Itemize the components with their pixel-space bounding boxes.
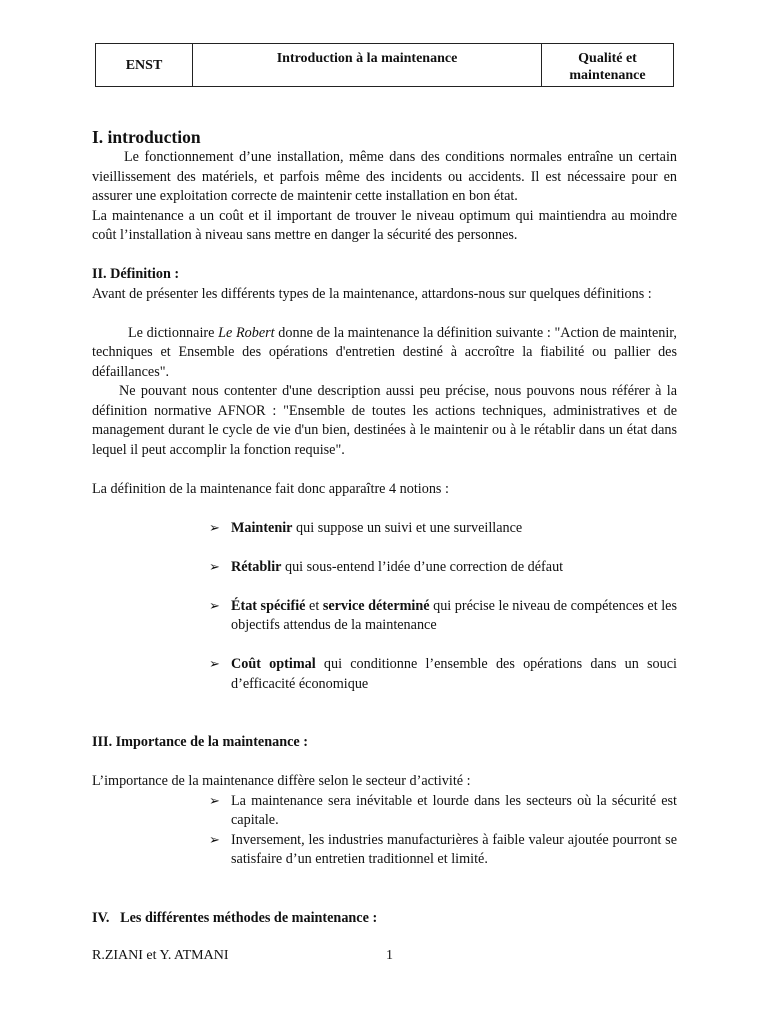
header-school	[96, 44, 193, 87]
robert-text-b: donne de la maintenance la définition suivante : "Action de maintenir, techniques et Ensemble des opérations d'entretien destiné à accroître la fiabilité ou pallier des défaillances".	[92, 324, 677, 380]
list-item	[209, 655, 677, 694]
header-module-line2: maintenance	[569, 68, 646, 83]
notion-text: qui conditionne l’ensemble des opérations dans un souci d’efficacité économique	[231, 656, 677, 692]
arrow-bullet-icon: ➢	[209, 559, 220, 575]
arrow-bullet-icon: ➢	[209, 793, 220, 809]
importance-text: La maintenance sera inévitable et lourde dans les secteurs où la sécurité est capitale.	[231, 792, 677, 828]
header-module	[542, 44, 674, 87]
importance-list	[92, 792, 677, 870]
notions-list	[92, 519, 677, 695]
list-item	[209, 792, 677, 831]
robert-italic: Le Robert	[218, 324, 275, 341]
arrow-bullet-icon: ➢	[209, 657, 220, 672]
notion-keyword: Rétablir	[231, 558, 282, 575]
section2-title: II. Définition :	[92, 266, 180, 282]
list-item	[209, 831, 677, 870]
header-row	[96, 44, 674, 87]
section1-paragraph2: La maintenance a un coût et il important de trouver le niveau optimum qui maintiendra au moindre coût l’installation à niveau sans mettre en danger la sécurité des personnes.	[92, 207, 677, 243]
notion-keyword: Coût optimal	[231, 656, 316, 672]
afnor-definition: Ne pouvant nous contenter d'une description aussi peu précise, nous pouvons nous référer à la définition normative AFNOR : "Ensemble de toutes les actions techniques, administratives et de management durant le cycle de vie d'un bien, destinées à le maintenir ou à le rétablir dans un état dans lequel il peut accomplir la fonction requise".	[92, 383, 677, 458]
notion-keyword-2: service déterminé	[322, 597, 430, 614]
list-item	[209, 597, 677, 636]
robert-text-a: Le dictionnaire	[128, 324, 219, 341]
footer-authors: R.ZIANI et Y. ATMANI	[92, 948, 229, 963]
header-course	[193, 44, 542, 87]
document-body	[92, 126, 677, 928]
list-item	[209, 558, 677, 578]
notion-keyword: Maintenir	[231, 519, 293, 536]
header-table	[95, 43, 674, 87]
section3-title: III. Importance de la maintenance :	[92, 734, 308, 750]
section3-intro: L’importance de la maintenance diffère selon le secteur d’activité :	[92, 773, 471, 789]
arrow-bullet-icon: ➢	[209, 832, 220, 848]
arrow-bullet-icon: ➢	[209, 598, 220, 614]
section4-title: IV. Les différentes méthodes de maintenance :	[92, 909, 378, 926]
header-module-line1: Qualité et	[578, 51, 637, 66]
header-school-text: ENST	[125, 57, 163, 73]
notion-connector: et	[305, 597, 323, 614]
notion-keyword: État spécifié	[231, 597, 306, 614]
notion-text: qui sous-entend l’idée d’une correction de défaut	[281, 558, 564, 575]
page-number: 1	[386, 948, 393, 963]
notion-text: qui suppose un suivi et une surveillance	[292, 519, 523, 536]
robert-definition	[92, 324, 677, 383]
importance-text: Inversement, les industries manufacturières à faible valeur ajoutée pourront se satisfaire d’un entretien traditionnel et limité.	[231, 831, 677, 867]
arrow-bullet-icon: ➢	[209, 520, 220, 536]
section2-intro: Avant de présenter les différents types de la maintenance, attardons-nous sur quelques définitions :	[92, 285, 652, 302]
header-course-text: Introduction à la maintenance	[276, 51, 458, 66]
notion-text: qui précise le niveau de compétences et les objectifs attendus de la maintenance	[231, 597, 677, 633]
notions-intro: La définition de la maintenance fait donc apparaître 4 notions :	[92, 480, 449, 497]
section1-paragraph1: Le fonctionnement d’une installation, même dans des conditions normales entraîne un certain vieillissement des matériels, et parfois même des incidents ou accidents. Il est nécessaire pour en assurer une exploitation correcte de maintenir cette installation en bon état.	[92, 149, 677, 204]
section1-title: I. introduction	[92, 127, 201, 147]
list-item	[209, 519, 677, 539]
